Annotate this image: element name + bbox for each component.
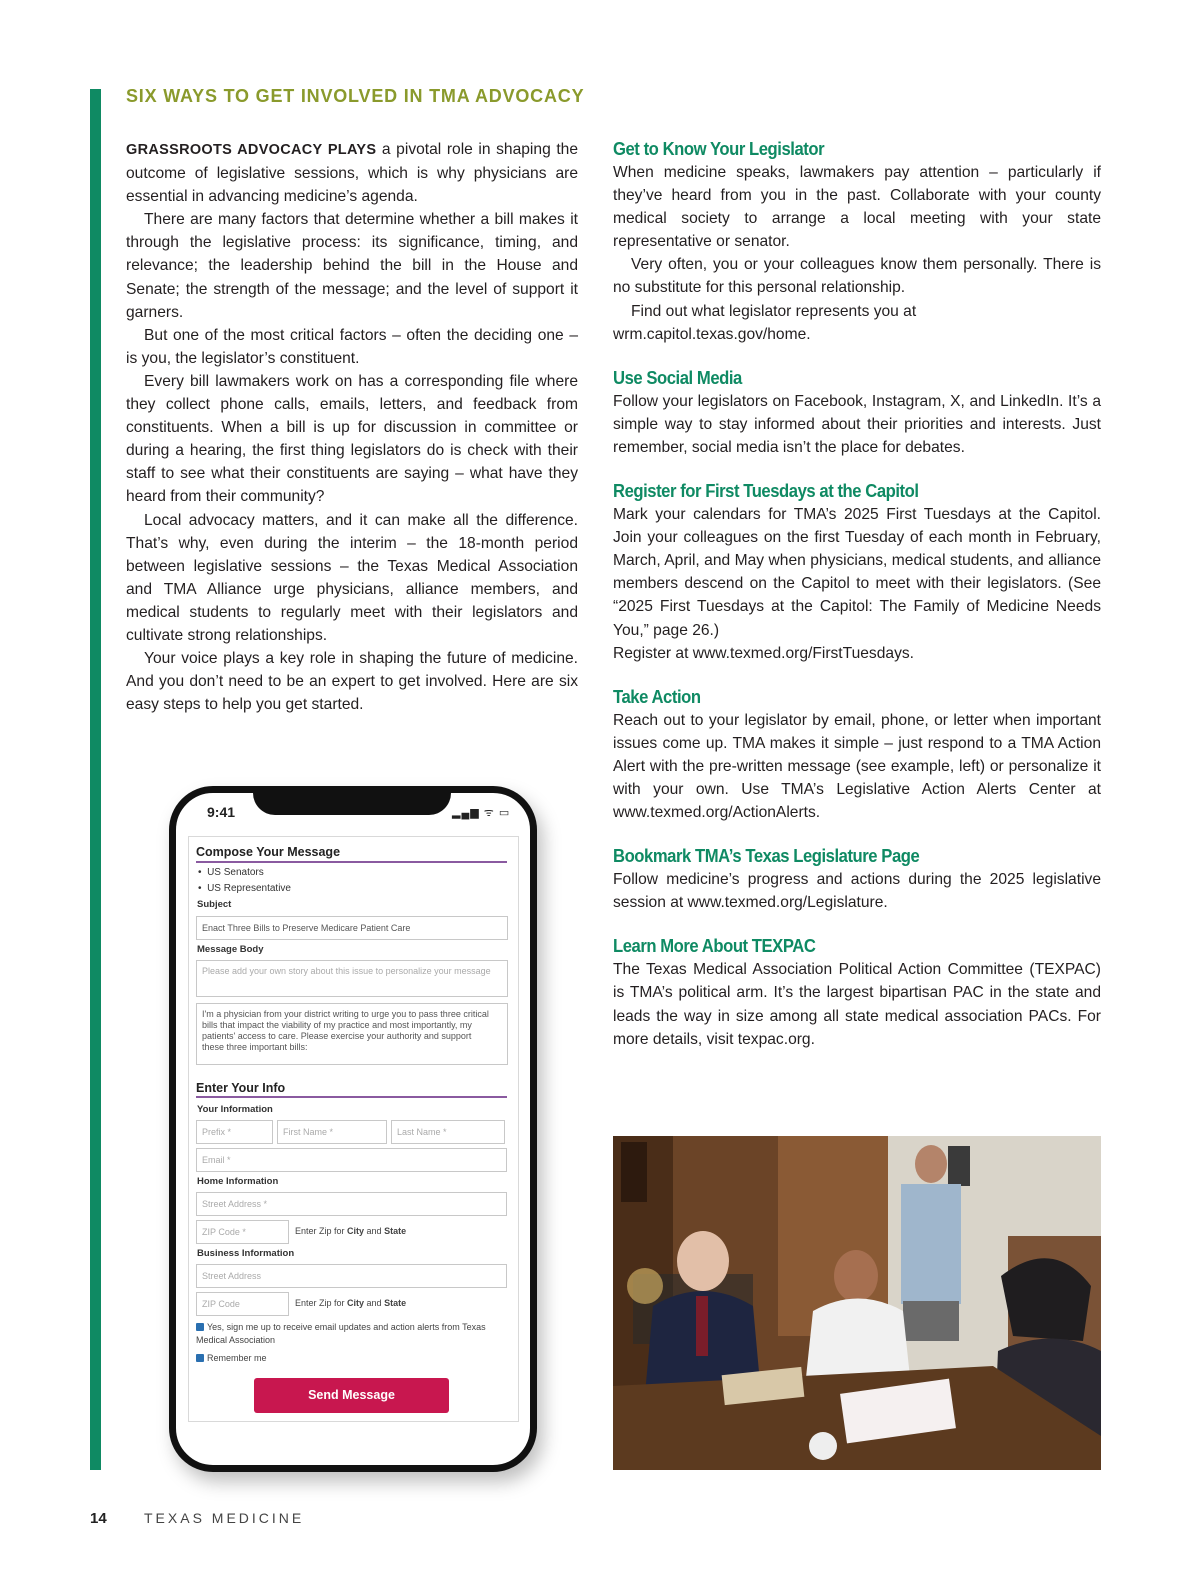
home-street-input[interactable]: Street Address * xyxy=(196,1192,507,1216)
step-link-text: Register at www.texmed.org/FirstTuesdays. xyxy=(613,644,915,662)
step-text: The Texas Medical Association Political Action Committee (TEXPAC) is TMA’s political arm. It’s the largest bipartisan PAC in the state and leads the way in size among all state medical association PACs. For more details, visit texpac.org. xyxy=(613,961,1101,1048)
checkbox-checked-icon xyxy=(196,1354,204,1362)
step-heading: Register for First Tuesdays at the Capitol xyxy=(613,480,919,502)
phone-notch xyxy=(253,786,451,815)
personal-story-textarea[interactable]: Please add your own story about this issue to personalize your message xyxy=(196,960,508,997)
step-heading: Bookmark TMA’s Texas Legislature Page xyxy=(613,845,920,867)
step-text: Reach out to your legislator by email, phone, or letter when important issues come up. TMA makes it simple – just respond to a TMA Action Alert with the pre-written message (see example, left) or personalize it with your own. Use TMA’s Legislative Action Alerts Center at www.texmed.org/ActionAlerts. xyxy=(613,711,1101,822)
your-info-label: Your Information xyxy=(197,1104,273,1115)
subject-input[interactable]: Enact Three Bills to Preserve Medicare Patient Care xyxy=(196,916,508,940)
intro-paragraph-2: There are many factors that determine whether a bill makes it through the legislative process: its significance, timing, and relevance; the leadership behind the bill in the House and Senate; the strength of the message; and the level of support it garners. xyxy=(126,211,578,321)
business-zip-input[interactable]: ZIP Code xyxy=(196,1292,289,1316)
home-zip-input[interactable]: ZIP Code * xyxy=(196,1220,289,1244)
step-texpac xyxy=(613,934,1101,1050)
step-heading: Use Social Media xyxy=(613,366,742,388)
step-bookmark-page xyxy=(613,844,1101,914)
page-number: 14 xyxy=(90,1510,107,1527)
phone-clock: 9:41 xyxy=(207,804,236,820)
recipient-item: • US Representative xyxy=(198,883,291,894)
steps-column xyxy=(613,137,1101,1071)
intro-paragraph-1 xyxy=(126,138,578,208)
intro-paragraph-3: But one of the most critical factors – often the deciding one – is you, the legislator’s constituent. xyxy=(126,326,578,367)
step-text: Mark your calendars for TMA’s 2025 First Tuesdays at the Capitol. Join your colleagues on the first Tuesday of each month in February, March, April, and May when physicians, medical students, and alliance members descend on the Capitol to meet with their legislators. (See “2025 First Tuesdays at the Capitol: The Family of Medicine Needs You,” page 26.) xyxy=(613,506,1101,639)
prefix-input[interactable]: Prefix * xyxy=(196,1120,273,1144)
step-text: Very often, you or your colleagues know them personally. There is no substitute for this personal relationship. xyxy=(613,256,1101,297)
intro-p1-text: a pivotal role in shaping the outcome of legislative sessions, which is why physicians are essential in advancing medicine’s agenda. xyxy=(126,141,578,206)
subject-label: Subject xyxy=(197,899,232,910)
first-name-input[interactable]: First Name * xyxy=(277,1120,387,1144)
checkbox-checked-icon xyxy=(196,1323,204,1331)
meeting-photo xyxy=(613,1136,1101,1470)
send-message-button[interactable]: Send Message xyxy=(254,1378,449,1413)
accent-bar xyxy=(90,89,101,1470)
last-name-input[interactable]: Last Name * xyxy=(391,1120,505,1144)
magazine-name: TEXAS MEDICINE xyxy=(144,1510,305,1526)
zip-hint: Enter Zip for City and State xyxy=(295,1226,407,1236)
step-first-tuesdays xyxy=(613,479,1101,665)
meeting-photo-illustration xyxy=(613,1136,1101,1470)
email-optin-checkbox[interactable]: Yes, sign me up to receive email updates and action alerts from Texas Medical Association xyxy=(196,1322,486,1345)
intro-paragraph-6: Your voice plays a key role in shaping the future of medicine. And you don’t need to be an expert to get involved. Here are six easy steps to help you get started. xyxy=(126,650,578,714)
zip-hint: Enter Zip for City and State xyxy=(295,1298,407,1308)
business-street-input[interactable]: Street Address xyxy=(196,1264,507,1288)
email-input[interactable]: Email * xyxy=(196,1148,507,1172)
intro-paragraph-4: Every bill lawmakers work on has a corresponding file where they collect phone calls, emails, letters, and feedback from constituents. When a bill is up for discussion in committee or during a hearing, the first thing legislators do is check with their staff to see what their constituents are saying – what have they heard from their community? xyxy=(126,372,578,506)
business-info-label: Business Information xyxy=(197,1248,295,1259)
recipient-item: • US Senators xyxy=(198,867,264,878)
step-text: Follow your legislators on Facebook, Instagram, X, and LinkedIn. It’s a simple way to stay informed about their priorities and interests. Just remember, social media isn’t the place for debates. xyxy=(613,392,1101,456)
intro-column xyxy=(126,138,578,716)
step-link-text: Find out what legislator represents you at wrm.capitol.texas.gov/home. xyxy=(613,302,917,343)
message-body-label: Message Body xyxy=(197,944,264,955)
page-title: SIX WAYS TO GET INVOLVED IN TMA ADVOCACY xyxy=(126,86,585,106)
step-know-legislator xyxy=(613,137,1101,346)
compose-heading: Compose Your Message xyxy=(196,845,341,859)
info-heading: Enter Your Info xyxy=(196,1081,286,1095)
step-heading: Take Action xyxy=(613,685,701,707)
step-text: Follow medicine’s progress and actions during the 2025 legislative session at www.texmed.org/Legislature. xyxy=(613,871,1101,912)
intro-paragraph-5: Local advocacy matters, and it can make all the difference. That’s why, even during the interim – the 18-month period between legislative sessions – the Texas Medical Association and TMA Alliance urge physicians, alliance members, and medical students to regularly meet with their legislators and cultivate strong relationships. xyxy=(126,511,578,644)
step-social-media xyxy=(613,366,1101,459)
remember-me-checkbox[interactable]: Remember me xyxy=(196,1353,267,1363)
step-take-action xyxy=(613,685,1101,824)
divider xyxy=(196,861,507,863)
step-heading: Learn More About TEXPAC xyxy=(613,935,816,957)
divider xyxy=(196,1096,507,1098)
signal-wifi-battery-icon: ▂▄▆ ᯤ ▭ xyxy=(452,807,511,819)
message-body-textarea[interactable]: I'm a physician from your district writing to urge you to pass three critical bills that impact the viability of my practice and most importantly, my patients' access to care. Please exercise your authority and support these three important bills: xyxy=(196,1003,508,1065)
home-info-label: Home Information xyxy=(197,1176,279,1187)
intro-lead: GRASSROOTS ADVOCACY PLAYS xyxy=(126,142,377,158)
step-heading: Get to Know Your Legislator xyxy=(613,138,825,159)
step-text: When medicine speaks, lawmakers pay attention – particularly if they’ve heard from you in the past. Collaborate with your county medical society to arrange a local meeting with your state representative or senator. xyxy=(613,164,1101,251)
